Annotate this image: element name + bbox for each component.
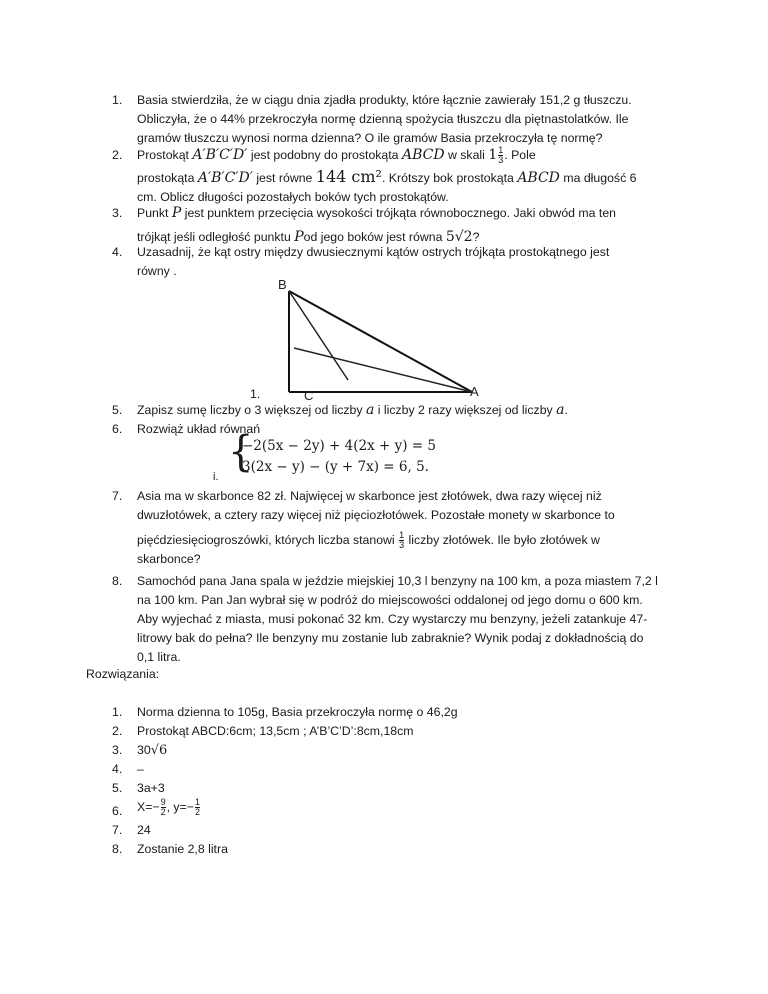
problem-6-number: 6.	[112, 422, 123, 436]
problem-1-line-3: gramów tłuszczu wynosi norma dzienna? O ile gramów Basia przekroczyła tę normę?	[137, 131, 603, 145]
problem-3-line-1: Punkt P jest punktem przecięcia wysokości trójkąta równobocznego. Jaki obwód ma ten	[137, 205, 617, 221]
solutions-heading: Rozwiązania:	[86, 667, 160, 681]
problem-1-line-2: Obliczyła, że o 44% przekroczyła normę dzienną spożycia tłuszczu dla piętnastolatków. Ile	[137, 112, 629, 126]
vertex-label-a: A	[470, 384, 479, 399]
problem-8-line-2: na 100 km. Pan Jan wybrał się w podróż do miejscowości oddalonej od jego domu o 600 km.	[137, 593, 643, 607]
problem-8-line-3: Aby wyjechać z miasta, musi pokonać 32 km. Czy wystarczy mu benzyny, jeżeli zatankuje 47-	[137, 612, 648, 626]
triangle-figure	[270, 276, 482, 401]
system-brace: {	[228, 427, 254, 477]
problem-8-line-1: Samochód pana Jana spala w jeździe miejskiej 10,3 l benzyny na 100 km, a poza miastem 7,2 l	[137, 574, 658, 588]
problem-6-line-1: Rozwiąż układ równań	[137, 422, 261, 436]
equation-2: 3(2x − y) − (y + 7x) = 6, 5.	[242, 459, 429, 475]
area-value: 144 cm²	[315, 167, 382, 187]
problem-1-number: 1.	[112, 93, 123, 107]
fraction-one-third: $\frac{1}{3}$	[399, 530, 405, 551]
problem-8-number: 8.	[112, 574, 123, 588]
problem-7-line-2: dwuzłotówek, a cztery razy więcej niż pięciozłotówek. Pozostałe monety w skarbonce to	[137, 508, 615, 522]
problem-7-line-1: Asia ma w skarbonce 82 zł. Najwięcej w skarbonce jest złotówek, dwa razy więcej niż	[137, 489, 602, 503]
distance-value: 5√2	[445, 229, 473, 245]
problem-2-line-1: Prostokąt A′B′C′D′ jest podobny do prostokąta ABCD w skali 1 $\frac{1}{3}$ . Pole	[137, 145, 536, 166]
problem-3-line-2: trójkąt jeśli odległość punktu Pod jego boków jest równa 5√2?	[137, 229, 480, 245]
vertex-label-b: B	[278, 277, 287, 292]
problem-5-number: 5.	[112, 403, 123, 417]
problem-7-line-4: skarbonce?	[137, 552, 201, 567]
problem-6-sub-label: i.	[213, 471, 219, 483]
problem-8-line-5: 0,1 litra.	[137, 650, 181, 664]
problem-2-line-3: cm. Oblicz długości pozostałych boków tych prostokątów.	[137, 190, 449, 205]
problem-5-line-1: Zapisz sumę liczby o 3 większej od liczby a i liczby 2 razy większej od liczby a.	[137, 402, 568, 418]
problem-7-line-3: pięćdziesięciogroszówki, których liczba stanowi $\frac{1}{3}$ liczby złotówek. Ile było złotówek w	[137, 530, 600, 551]
problem-4-number: 4.	[112, 245, 123, 259]
problem-4-line-1: Uzasadnij, że kąt ostry między dwusiecznymi kątów ostrych trójkąta prostokątnego jest	[137, 245, 610, 259]
figure-sub-label: 1.	[250, 387, 261, 401]
scale-fraction: $\frac{1}{3}$	[498, 145, 504, 166]
problem-8-line-4: litrowy bak do pełna? Ile benzyny mu zostanie lub zabraknie? Wynik podaj z dokładnością do	[137, 631, 644, 645]
equation-1: −2(5x − 2y) + 4(2x + y) = 5	[242, 438, 436, 454]
vertex-label-c: C	[304, 388, 314, 401]
problem-3-number: 3.	[112, 206, 123, 220]
scale-whole: 1	[488, 147, 498, 163]
problem-7-number: 7.	[112, 489, 123, 503]
problem-2-number: 2.	[112, 148, 123, 162]
problem-1-line-1: Basia stwierdziła, że w ciągu dnia zjadła produkty, które łącznie zawierały 151,2 g tłuszczu.	[137, 93, 632, 107]
math-rect-prime: A′B′C′D′	[192, 147, 248, 163]
problem-2-line-2: prostokąta A′B′C′D′ jest równe 144 cm². Krótszy bok prostokąta ABCD ma długość 6	[137, 167, 637, 187]
math-rect: ABCD	[401, 147, 445, 163]
problem-4-line-2: równy .	[137, 264, 177, 278]
